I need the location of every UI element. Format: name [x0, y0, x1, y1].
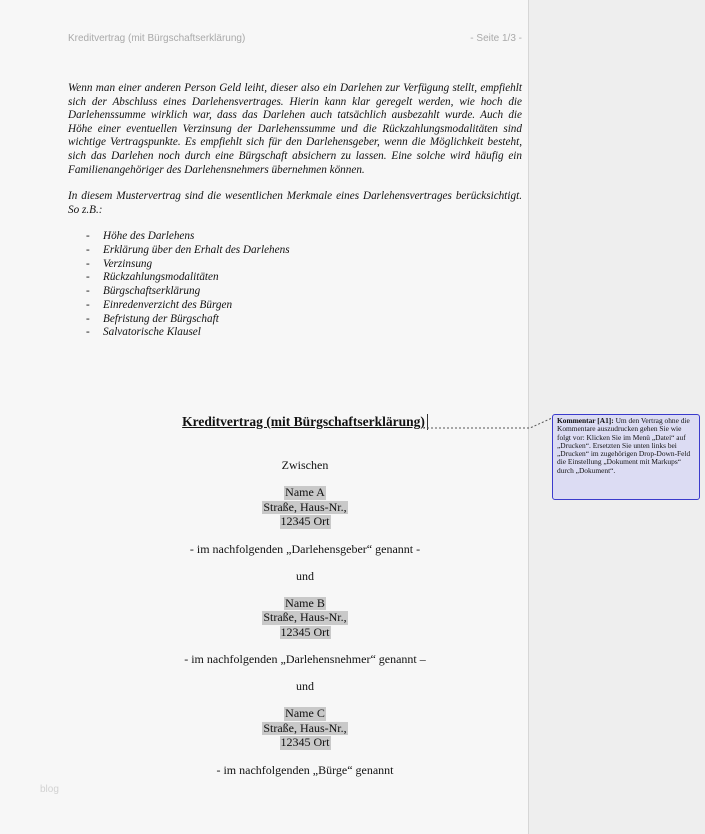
party-b-name[interactable]: Name B [285, 595, 325, 610]
comment-balloon[interactable] [552, 414, 700, 500]
party-c-block [68, 706, 542, 750]
list-item: - Verzinsung [86, 257, 153, 270]
party-c-city[interactable]: 12345 Ort [280, 735, 330, 749]
and-label: und [296, 679, 314, 693]
party-a-block [68, 485, 542, 529]
header-page-number: - Seite 1/3 - [470, 33, 522, 44]
party-c-name[interactable]: Name C [285, 706, 325, 720]
contract-section [68, 414, 542, 777]
list-item: - Einredenverzicht des Bürgen [86, 298, 233, 311]
intro-section [68, 82, 522, 340]
party-a-name[interactable]: Name A [285, 485, 325, 499]
comment-label: Kommentar [A1]: [557, 416, 614, 425]
party-b-street[interactable]: Straße, Haus-Nr., [263, 610, 347, 624]
and-label: und [296, 568, 314, 583]
list-item: - Rückzahlungsmodalitäten [86, 271, 219, 284]
intro-paragraph-1: Wenn man einer anderen Person Geld leiht, dieser also ein Darlehen zur Verfügung stellt, empfiehlt sich der Abschluss eines Darlehensvertrages. Hierin kann klar geregelt werden, wie hoch die Darlehenssumme wirklich war, dass das Darlehen auch tatsächlich ausbezahlt wurde. Auch die Höhe einer eventuellen Verzinsung der Darlehenssumme und die Rückzahlungsmodalitäten sind wichtige Vertragspunkte. Es empfiehlt sich für den Darlehensgeber, wenn die Möglichkeit besteht, sich das Darlehen noch durch eine Bürgschaft absichern zu lassen. Eine solche wird häufig ein Familienangehöriger des Darlehensnehmers übernehmen können. [68, 82, 522, 176]
feature-list [68, 230, 522, 340]
header-title: Kreditvertrag (mit Bürgschaftserklärung) [68, 33, 246, 44]
party-a-street[interactable]: Straße, Haus-Nr., [263, 499, 347, 514]
party-b-city[interactable]: 12345 Ort [280, 624, 330, 639]
watermark: blog [40, 784, 59, 795]
list-item: - Bürgschaftserklärung [86, 285, 201, 298]
list-item: - Erklärung über den Erhalt des Darlehens [86, 244, 290, 257]
party-c-street[interactable]: Straße, Haus-Nr., [263, 720, 347, 735]
intro-paragraph-2: In diesem Mustervertrag sind die wesentlichen Merkmale eines Darlehensvertrages berücksichtigt. So z.B.: [68, 190, 522, 216]
party-a-city[interactable]: 12345 Ort [280, 514, 330, 528]
comment-text: Um den Vertrag ohne die Kommentare auszudrucken gehen Sie wie folgt vor: Klicken Sie im Menü „Datei“ auf „Drucken“. Ersetzten Sie unten links bei „Drucken“ im zugehörigen Drop-Down-Feld die Einstellung „Dokument mit Markups“ durch „Dokument“. [557, 416, 691, 475]
list-item: - Befristung der Bürgschaft [86, 312, 219, 325]
role-borrower: - im nachfolgenden „Darlehensnehmer“ genannt – [184, 652, 426, 666]
role-guarantor: - im nachfolgenden „Bürge“ genannt [216, 762, 394, 777]
party-b-block [68, 596, 542, 640]
between-label: Zwischen [281, 458, 329, 472]
list-item: - Höhe des Darlehens [86, 230, 195, 243]
role-lender: - im nachfolgenden „Darlehensgeber“ genannt - [189, 541, 421, 556]
contract-title[interactable]: Kreditvertrag (mit Bürgschaftserklärung) [182, 414, 428, 430]
list-item: - Salvatorische Klausel [86, 326, 201, 339]
